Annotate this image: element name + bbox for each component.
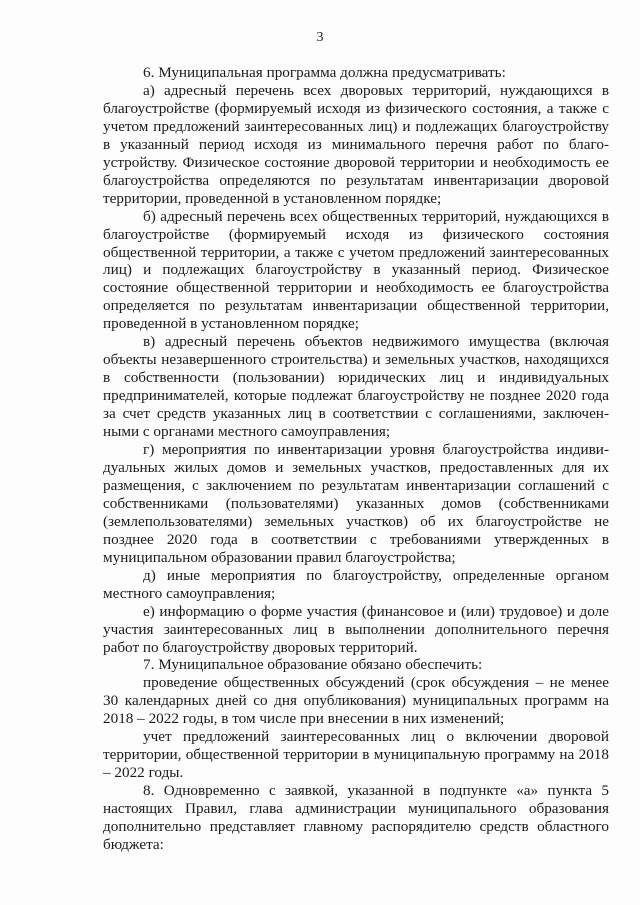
paragraph-public-discussion: проведение общественных обсуждений (срок обсуждения – не менее 30 календарных дней со дня опубликования) муниципальных программ на 2018 – 2022 годы, в том числе при внесении в них изменений;: [103, 674, 609, 728]
paragraph-section-7-intro: 7. Муниципальное образование обязано обеспечить:: [143, 656, 483, 674]
page-number: 3: [316, 30, 324, 45]
paragraph-item-d: д) иные мероприятия по благоустройству, определенные органом местного самоуправления;: [103, 566, 609, 602]
paragraph-section-6-intro: 6. Муниципальная программа должна предусматривать:: [143, 64, 506, 81]
paragraph-item-b: б) адресный перечень всех общественных территорий, нуждающихся в благоустройстве (формируемый исходя из физического состояния общественной территории, а также с учетом предложений заинтересованных лиц) и подлежащих благоустройству в указанный период. Физическое состояние общественной территории и необходимость ее благоустройства определяется по результатам инвентаризации общественной территории, проведенной в установленном порядке;: [103, 207, 609, 333]
paragraph-item-v: в) адресный перечень объектов недвижимого имущества (включая объекты незавершенного строительства) и земельных участков, находящихся в собственности (пользовании) юридических лиц и индивидуальных предпринимателей, которые подлежат благоустройству не позднее 2020 года за счет средств указанных лиц в соответствии с соглашениями, заключенными с органами местного самоуправления;: [103, 333, 609, 441]
document-body: [103, 64, 609, 854]
paragraph-item-g: г) мероприятия по инвентаризации уровня благоустройства индивидуальных жилых домов и земельных участков, предоставленных для их размещения, с заключением по результатам инвентаризации соглашений с собственниками (пользователями) указанных домов (собственниками (землепользователями) земельных участков) об их благоустройстве не позднее 2020 года в соответствии с требованиями утвержденных в муниципальном образовании правил благоустройства;: [103, 441, 609, 566]
paragraph-section-8: 8. Одновременно с заявкой, указанной в подпункте «а» пункта 5 настоящих Правил, глава администрации муниципального образования дополнительно представляет главному распорядителю средств областного бюджета:: [103, 782, 609, 853]
paragraph-item-e: е) информацию о форме участия (финансовое и (или) трудовое) и доле участия заинтересованных лиц в выполнении дополнительного перечня работ по благоустройству дворовых территорий.: [103, 602, 609, 656]
paragraph-item-a: а) адресный перечень всех дворовых территорий, нуждающихся в благоустройстве (формируемый исходя из физического состояния, а также с учетом предложений заинтересованных лиц) и подлежащих благоустройству в указанный период исходя из минимального перечня работ по благоустройству. Физическое состояние дворовой территории и необходимость ее благоустройства определяются по результатам инвентаризации дворовой территории, проведенной в установленном порядке;: [103, 81, 609, 207]
paragraph-proposals-accounting: учет предложений заинтересованных лиц о включении дворовой территории, общественной территории в муниципальную программу на 2018 – 2022 годы.: [103, 728, 609, 782]
